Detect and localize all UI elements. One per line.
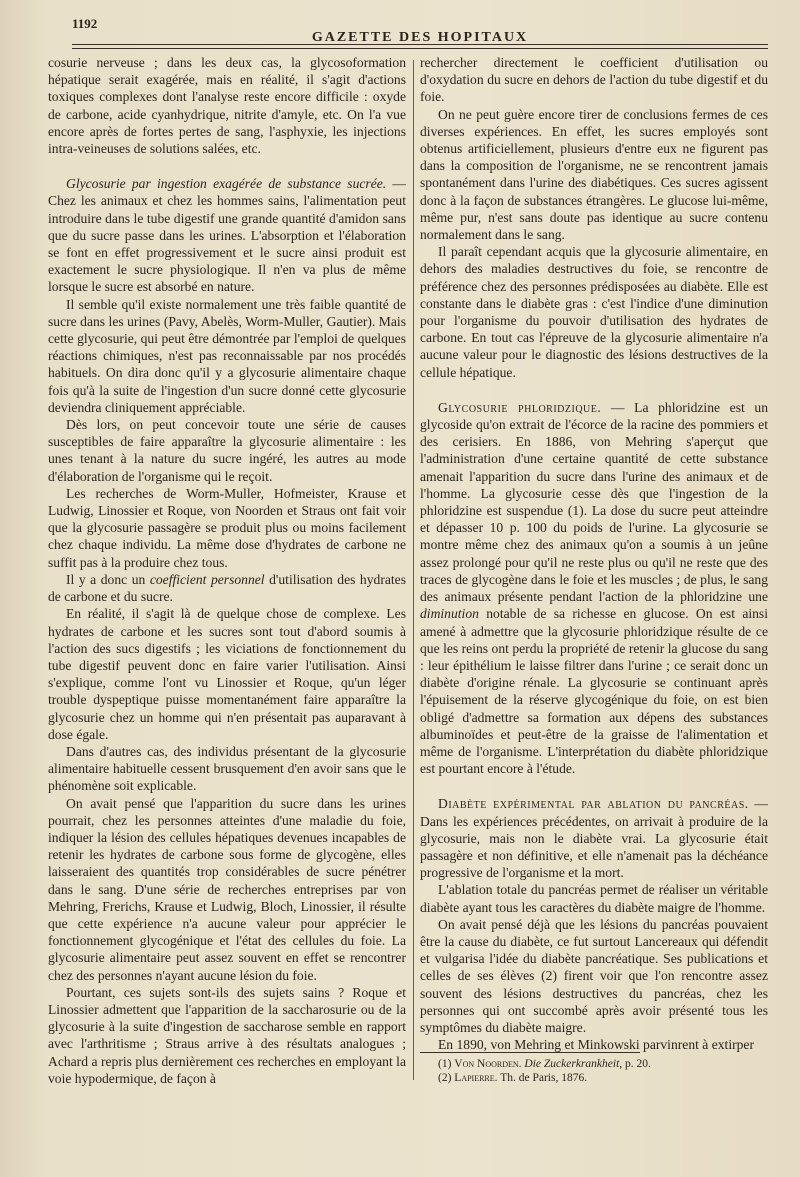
paragraph-text: — Dans les expériences précédentes, on arrivait à produire de la glycosurie, mais non le diabète vrai. La glycosurie était passagère et non définitive, et elle n'amenait pas la déchéance progressive de l'organisme et la mort. <box>420 796 768 881</box>
paragraph-text: notable de sa richesse en glucose. On est ainsi amené à admettre que la glycosurie phloridzique résulte de ce que les reins ont perdu la propriété de retenir la glucose du sang : leur épithélium le laisse filtrer dans l'urine ; ce serait donc un diabète d'origine rénale. La glycosurie se continuant après l'épuisement de la réserve glycogénique du foie, on est bien obligé d'admettre sa formation aux dépens des substances albuminoïdes et peut-être de la graisse de l'alimentation et même de l'organisme. L'interprétation du diabète phloridzique est pourtant encore à l'étude. <box>420 606 768 777</box>
paragraph: On avait pensé déjà que les lésions du pancréas pouvaient être la cause du diabète, ce fut surtout Lancereaux qui défendit et vulgarisa l'idée du diabète pancréatique. Ses publications et celles de ses élèves (2) firent voir que l'on rencontre assez souvent des lésions destructives du pancréas, chez les personnes qui ont succombé après avoir présenté tous les symptômes du diabète maigre. <box>420 916 768 1035</box>
footnote-text: Th. de Paris, 1876. <box>497 1072 588 1084</box>
column-divider <box>413 60 414 1080</box>
left-column <box>48 54 406 1087</box>
paragraph: Dès lors, on peut concevoir toute une série de causes susceptibles de faire apparaître la glycosurie alimentaire : les unes tenant à la nature du sucre ingéré, les autres au mode d'élaboration de l'organisme qui le reçoit. <box>48 417 406 484</box>
paragraph: cosurie nerveuse ; dans les deux cas, la glycosoformation hépatique serait exagérée, mais en réalité, il s'agit d'actions toxiques complexes dont l'analyse reste encore difficile : oxyde de carbone, acide cyanhydrique, nitrite d'amyle, etc. On l'a vue encore après de fortes pertes de sang, l'asphyxie, les injections intra-veineuses de solutions salées, etc. <box>48 55 406 157</box>
section-heading: Glycosurie phloridzique. <box>438 399 602 415</box>
section-paragraph <box>420 399 768 777</box>
paragraph: En 1890, von Mehring et Minkowski parvinrent à extirper <box>438 1037 754 1053</box>
footnote-author: Lapierre. <box>454 1072 498 1084</box>
paragraph: On ne peut guère encore tirer de conclusions fermes de ces diverses expériences. En effet, les sucres employés sont obtenus artificiellement, plusieurs d'entre eux ne figurent pas dans la composition de l'organisme, ne se rencontrent jamais spontanément dans l'urine des diabétiques. Ces sucres agissent donc à la façon de substances étrangères. Le glucose lui-même, même pur, n'est sans doute pas identique au sucre contenu normalement dans le sang. <box>420 106 768 243</box>
footnote-1 <box>420 1057 760 1071</box>
paragraph: On avait pensé que l'apparition du sucre dans les urines pourrait, chez les personnes atteintes d'une maladie du foie, indiquer la lésion des cellules hépatiques devenues incapables de retenir les hydrates de carbone sous forme de glycogène, elles laisseraient des quantités trop considérables de sucre pénétrer dans le sang. D'une série de recherches entreprises par von Mehring, Frerichs, Krause et Ludwig, Bloch, Linossier, il résulte que cette expérience n'a aucune valeur pour apprécier le fonctionnement glycogénique et l'état des cellules du foie. La glycosurie alimentaire peut assez souvent en effet se rencontrer chez des personnes n'ayant aucune lésion du foie. <box>48 795 406 983</box>
header-rule-thin <box>72 48 768 49</box>
page-number: 1192 <box>72 16 98 31</box>
paragraph <box>48 571 406 605</box>
paragraph: L'ablation totale du pancréas permet de réaliser un véritable diabète ayant tous les caractères du diabète maigre de l'homme. <box>420 882 768 915</box>
paragraph-text: — La phloridzine est un glycoside qu'on extrait de l'écorce de la racine des pommiers et des cerisiers. En 1886, von Mehring s'aperçut que l'administration d'une certaine quantité de cette substance amenait l'apparition du sucre dans l'urine des animaux et de l'homme. La glycosurie cesse dès que l'ingestion de la phloridzine est suspendue (1). La dose du sucre peut atteindre et dépasser 10 p. 100 du poids de l'urine. La glycosurie se montre même chez des animaux qu'on a soumis à un jeûne assez prolongé pour qu'il ne reste plus ou qu'il ne reste que des traces de glycogène dans le foie et les muscles ; de plus, le sang des animaux présente pendant l'action de la phloridzine une <box>420 399 768 605</box>
footnote-author: Von Noorden. <box>454 1058 522 1070</box>
footnote-title: Die Zuckerkrankheit <box>521 1058 620 1070</box>
journal-title: GAZETTE DES HOPITAUX <box>311 30 529 45</box>
paragraph: Les recherches de Worm-Muller, Hofmeister, Krause et Ludwig, Linossier et Roque, von Noorden et Straus ont fait voir que la glycosurie passagère se produit plus ou moins facilement chez chaque individu. La même dose d'hydrates de carbone ne suffit pas à la produire chez tous. <box>48 485 406 570</box>
section-paragraph <box>420 795 768 881</box>
paragraph: Pourtant, ces sujets sont-ils des sujets sains ? Roque et Linossier admettent que l'apparition de la saccharosurie ou de la glycosurie à la suite d'ingestion de saccharose semble en rapport avec l'arthritisme ; Straus arrive à des résultats analogues ; Achard a repris plus dernièrement ces recherches en employant la voie hypodermique, de façon à <box>48 984 406 1086</box>
emphasis: diminution <box>420 606 479 622</box>
paragraph: Dans d'autres cas, des individus présentant de la glycosurie alimentaire habituelle cessent brusquement d'en avoir sans que le phénomène soit explicable. <box>48 743 406 794</box>
right-column <box>420 54 768 1053</box>
paragraph: rechercher directement le coefficient d'utilisation ou d'oxydation du sucre en dehors de l'action du tube digestif et du foie. <box>420 55 768 105</box>
footnote-marker: (1) <box>438 1058 455 1070</box>
paragraph: En réalité, il s'agit là de quelque chose de complexe. Les hydrates de carbone et les sucres sont tout d'abord soumis à l'action des sucs digestifs ; les viciations de fonctionnement du tube digestif peuvent donc en faire varier l'utilisation. Ainsi s'explique, comme l'ont vu Linossier et Roque, qu'un léger trouble dyspeptique puisse momentanément faire apparaître la glycosurie chez un homme qui n'en présentait pas auparavant à dose égale. <box>48 606 406 742</box>
paragraph-text: — Chez les animaux et chez les hommes sains, l'alimentation peut introduire dans le tube digestif une grande quantité d'amidon sans que du sucre passe dans les urines. L'absorption et l'élaboration se font en effet progressivement et le sucre ainsi produit est exactement le sucre physiologique. Il n'en va plus de même lorsque le sucre est absorbé en nature. <box>48 176 406 295</box>
paragraph-text: d'utilisation des hydrates de carbone et du sucre. <box>48 571 406 605</box>
page-header <box>72 12 768 45</box>
footnote-text: , p. 20. <box>619 1058 651 1070</box>
section-heading: Diabète expérimental par ablation du pancréas. <box>438 796 749 812</box>
footnote-rule <box>420 1052 640 1053</box>
footnote-marker: (2) <box>438 1072 455 1084</box>
section-heading: Glycosurie par ingestion exagérée de substance sucrée. <box>66 176 387 192</box>
paragraph-text: Il y a donc un <box>66 571 150 587</box>
paragraph: Il semble qu'il existe normalement une très faible quantité de sucre dans les urines (Pavy, Abelès, Worm-Muller, Gautier). Mais cette glycosurie, qui peut être démontrée par l'emploi de quelques réactions chimiques, n'est pas reconnaissable par nos procédés habituels. On dira donc qu'il y a glycosurie alimentaire chaque fois qu'à la suite de l'ingestion d'un sucre donné cette glycosurie deviendra cliniquement appréciable. <box>48 296 406 415</box>
paragraph: Il paraît cependant acquis que la glycosurie alimentaire, en dehors des maladies destructives du foie, se rencontre de préférence chez des personnes prédisposées au diabète. Elle est constante dans le diabète gras : c'est l'indice d'une diminution pour l'organisme du pouvoir d'utilisation des hydrates de carbone. En tout cas l'épreuve de la glycosurie alimentaire n'a aucune valeur pour le diagnostic des lésions destructives de la cellule hépatique. <box>420 244 768 380</box>
footnotes <box>420 1052 760 1085</box>
footnote-2 <box>420 1071 760 1085</box>
emphasis: coefficient personnel <box>149 571 265 587</box>
section-paragraph <box>48 175 406 295</box>
header-rule <box>72 44 768 45</box>
